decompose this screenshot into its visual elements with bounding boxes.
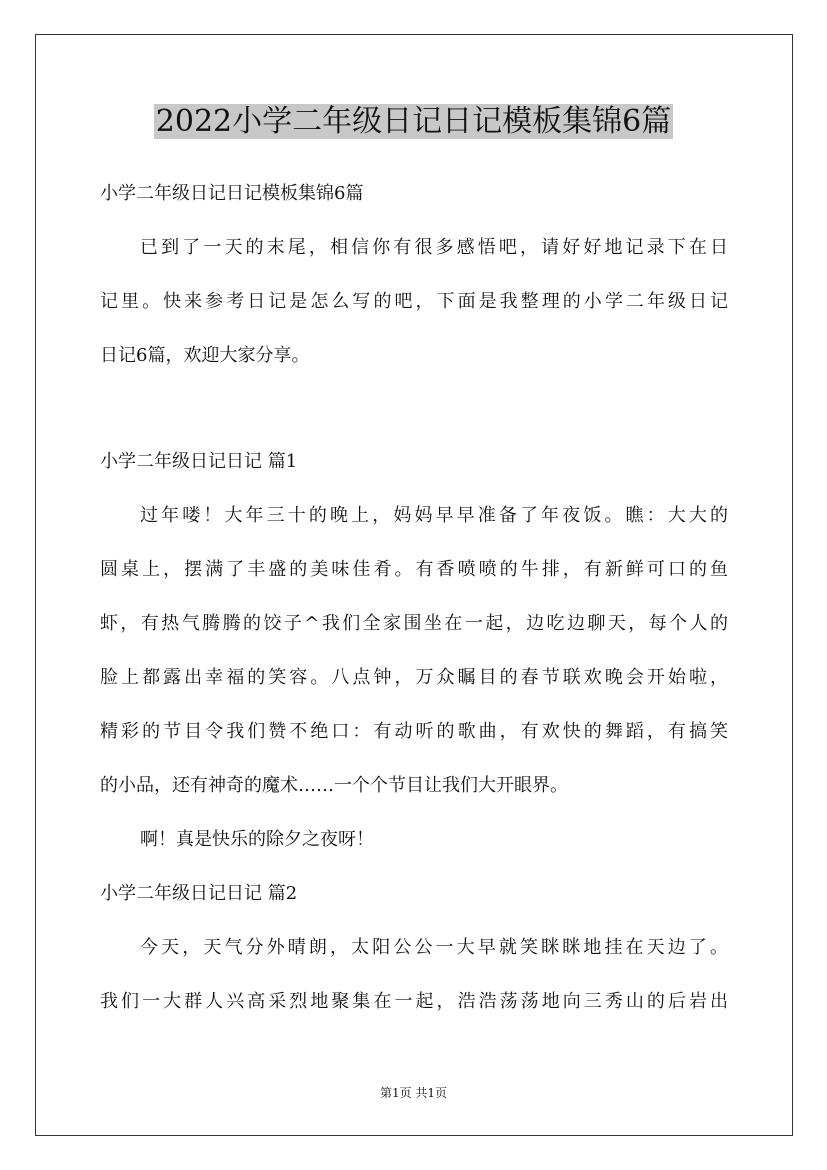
section-1-heading: 小学二年级日记日记 篇1 — [100, 451, 298, 472]
section-1-line-3: 虾，有热气腾腾的饺子^我们全家围坐在一起，边吃边聊天，每个人的 — [100, 613, 728, 634]
spacer — [100, 374, 728, 444]
page-footer: 第1页 共1页 — [379, 1086, 448, 1100]
section-1-line-6: 的小品，还有神奇的魔术……一个个节目让我们大开眼界。 — [100, 775, 568, 796]
section-1-line-5: 精彩的节目令我们赞不绝口：有动听的歌曲，有欢快的舞蹈，有搞笑 — [100, 721, 728, 742]
section-2-heading: 小学二年级日记日记 篇2 — [100, 883, 298, 904]
section-2-line-2: 我们一大群人兴高采烈地聚集在一起，浩浩荡荡地向三秀山的后岩出 — [100, 991, 728, 1012]
intro-line-2: 记里。快来参考日记是怎么写的吧，下面是我整理的小学二年级日记 — [100, 291, 728, 312]
section-1-line-1: 过年喽！大年三十的晚上，妈妈早早准备了年夜饭。瞧：大大的 — [140, 505, 728, 526]
section-1-line-4: 脸上都露出幸福的笑容。八点钟，万众瞩目的春节联欢晚会开始啦， — [100, 667, 728, 688]
intro-line-3: 日记6篇，欢迎大家分享。 — [100, 345, 310, 366]
document-title-text: 2022小学二年级日记日记模板集锦6篇 — [155, 104, 672, 139]
section-1-line-2: 圆桌上，摆满了丰盛的美味佳肴。有香喷喷的牛排，有新鲜可口的鱼 — [100, 559, 728, 580]
document-body — [100, 176, 728, 1020]
section-1-closing: 啊！真是快乐的除夕之夜呀！ — [140, 829, 374, 850]
subtitle: 小学二年级日记日记模板集锦6篇 — [100, 183, 364, 204]
intro-line-1: 已到了一天的末尾，相信你有很多感悟吧，请好好地记录下在日 — [140, 237, 728, 258]
section-2-line-1: 今天，天气分外晴朗，太阳公公一大早就笑眯眯地挂在天边了。 — [140, 937, 728, 958]
document-title — [0, 100, 827, 144]
